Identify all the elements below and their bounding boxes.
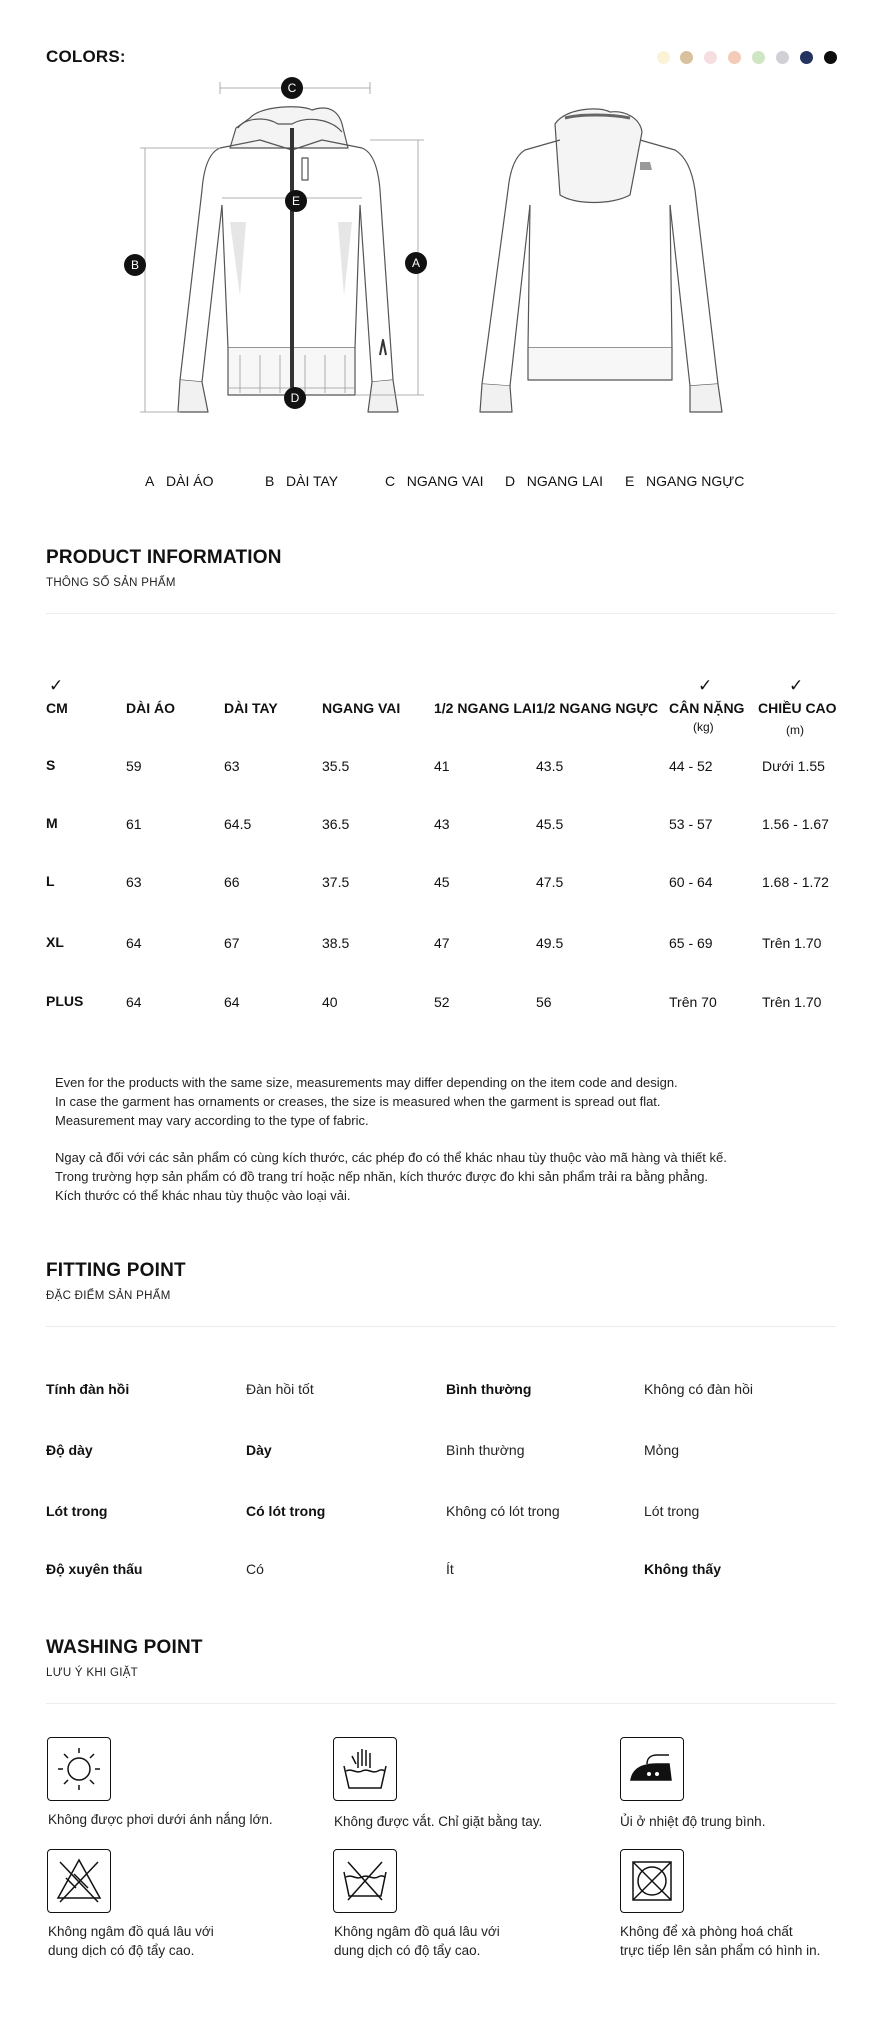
fitting-option: Lót trong <box>644 1503 700 1519</box>
divider <box>46 1703 836 1704</box>
table-cell: 1.68 - 1.72 <box>762 874 829 890</box>
washing-text: Không được phơi dưới ánh nắng lớn. <box>48 1812 273 1827</box>
color-swatch[interactable] <box>824 51 837 64</box>
color-swatch[interactable] <box>657 51 670 64</box>
table-cell: 53 - 57 <box>669 816 713 832</box>
table-header: CM <box>46 700 68 716</box>
table-cell: 1.56 - 1.67 <box>762 816 829 832</box>
colors-title: COLORS: <box>46 47 126 66</box>
product-info-subtitle: THÔNG SỐ SẢN PHẨM <box>46 577 176 589</box>
washing-point-title: WASHING POINT <box>46 1637 203 1658</box>
jacket-back-drawing <box>480 109 722 412</box>
table-cell: 67 <box>224 935 240 951</box>
table-header: CÂN NẶNG <box>669 700 745 716</box>
fitting-option-selected: Có lót trong <box>246 1503 326 1519</box>
table-cell: Trên 1.70 <box>762 994 822 1010</box>
color-swatch[interactable] <box>704 51 717 64</box>
color-swatch[interactable] <box>728 51 741 64</box>
table-cell: 49.5 <box>536 935 564 951</box>
table-header: CHIỀU CAO <box>758 700 837 716</box>
marker-label: C <box>287 81 297 95</box>
hand-wash-icon <box>333 1737 397 1801</box>
table-cell: 63 <box>126 874 142 890</box>
table-cell: 66 <box>224 874 240 890</box>
table-cell: Dưới 1.55 <box>762 758 825 774</box>
table-cell: 38.5 <box>322 935 350 951</box>
table-cell: 64 <box>126 935 142 951</box>
table-cell: 59 <box>126 758 142 774</box>
fitting-option-selected: Không thấy <box>644 1561 721 1577</box>
table-cell: 60 - 64 <box>669 874 713 890</box>
table-cell: 36.5 <box>322 816 350 832</box>
no-tumble-dry-icon <box>620 1849 684 1913</box>
fitting-option: Không có đàn hồi <box>644 1381 753 1397</box>
fitting-point-title: FITTING POINT <box>46 1260 186 1281</box>
table-cell: 64.5 <box>224 816 252 832</box>
washing-text: Không ngâm đồ quá lâu với dung dịch có độ tẩy cao. <box>48 1924 214 1958</box>
fitting-option: Có <box>246 1561 264 1577</box>
fitting-label: Tính đàn hồi <box>46 1381 130 1397</box>
legend-item-a: A DÀI ÁO <box>145 473 214 489</box>
table-cell: 65 - 69 <box>669 935 713 951</box>
table-cell: 56 <box>536 994 552 1010</box>
no-bleach-icon <box>47 1849 111 1913</box>
check-icon: ✓ <box>698 676 713 695</box>
marker-label: D <box>290 391 300 405</box>
table-cell: 61 <box>126 816 142 832</box>
divider <box>46 613 836 614</box>
table-cell: 45.5 <box>536 816 564 832</box>
table-cell: 64 <box>224 994 240 1010</box>
garment-size-diagram <box>0 70 883 430</box>
washing-text: Không được vắt. Chỉ giặt bằng tay. <box>334 1814 543 1829</box>
table-header: NGANG VAI <box>322 700 401 716</box>
table-header: DÀI ÁO <box>126 700 175 716</box>
washing-text: Không ngâm đồ quá lâu với dung dịch có độ tẩy cao. <box>334 1924 500 1958</box>
fitting-label: Độ xuyên thấu <box>46 1561 143 1577</box>
size-notes-vi <box>55 1148 727 1205</box>
note-line: Even for the products with the same size, measurements may differ depending on the item code and design. <box>55 1075 678 1090</box>
table-cell: 41 <box>434 758 450 774</box>
product-info-title: PRODUCT INFORMATION <box>46 547 282 568</box>
table-cell: 37.5 <box>322 874 350 890</box>
fitting-option: Bình thường <box>446 1442 525 1458</box>
washing-text: Ủi ở nhiệt độ trung bình. <box>620 1814 766 1829</box>
table-cell: 35.5 <box>322 758 350 774</box>
color-swatch[interactable] <box>680 51 693 64</box>
table-cell: 64 <box>126 994 142 1010</box>
table-cell: 63 <box>224 758 240 774</box>
table-header: 1/2 NGANG NGỰC <box>536 700 659 716</box>
fitting-option: Ít <box>446 1561 454 1577</box>
note-line: Trong trường hợp sản phẩm có đồ trang trí hoặc nếp nhăn, kích thước được đo khi sản phẩm trải ra bằng phẳng. <box>55 1169 709 1184</box>
legend-item-b: B DÀI TAY <box>265 473 339 489</box>
table-cell: 44 - 52 <box>669 758 713 774</box>
marker-label: B <box>130 258 140 272</box>
check-icon: ✓ <box>49 676 64 695</box>
table-cell: L <box>46 873 55 889</box>
table-cell: PLUS <box>46 993 84 1009</box>
table-cell: 47.5 <box>536 874 564 890</box>
table-cell: 43 <box>434 816 450 832</box>
fitting-label: Lót trong <box>46 1503 108 1519</box>
table-cell: 43.5 <box>536 758 564 774</box>
color-swatch[interactable] <box>776 51 789 64</box>
no-soak-icon <box>333 1849 397 1913</box>
no-direct-sun-icon <box>47 1737 111 1801</box>
fitting-option: Không có lót trong <box>446 1503 560 1519</box>
note-line: In case the garment has ornaments or creases, the size is measured when the garment is spread out flat. <box>55 1094 661 1109</box>
washing-point-subtitle: LƯU Ý KHI GIẶT <box>46 1667 138 1679</box>
table-cell: M <box>46 815 58 831</box>
table-cell: S <box>46 757 56 773</box>
table-cell: 40 <box>322 994 338 1010</box>
table-cell: Trên 70 <box>669 994 717 1010</box>
fitting-point-subtitle: ĐẶC ĐIỂM SẢN PHẨM <box>46 1290 171 1302</box>
table-header: 1/2 NGANG LAI <box>434 700 536 716</box>
unit-label: (kg) <box>693 720 714 734</box>
table-cell: XL <box>46 934 64 950</box>
legend-item-e: E NGANG NGỰC <box>625 473 745 489</box>
legend-item-c: C NGANG VAI <box>385 473 484 489</box>
fitting-option: Đàn hồi tốt <box>246 1381 314 1397</box>
color-swatch[interactable] <box>800 51 813 64</box>
color-swatch[interactable] <box>752 51 765 64</box>
legend-item-d: D NGANG LAI <box>505 473 604 489</box>
fitting-option-selected: Bình thường <box>446 1381 532 1397</box>
table-cell: 47 <box>434 935 450 951</box>
marker-label: E <box>291 194 301 208</box>
note-line: Kích thước có thể khác nhau tùy thuộc vào loại vải. <box>55 1188 351 1203</box>
fitting-option: Mỏng <box>644 1442 680 1458</box>
washing-text: Không để xà phòng hoá chất trực tiếp lên sản phẩm có hình in. <box>620 1924 821 1958</box>
note-line: Ngay cả đối với các sản phẩm có cùng kích thước, các phép đo có thể khác nhau tùy thuộc vào mã hàng và thiết kế. <box>55 1150 727 1165</box>
unit-label: (m) <box>786 723 804 737</box>
fitting-label: Độ dày <box>46 1442 93 1458</box>
table-header: DÀI TAY <box>224 700 278 716</box>
table-cell: 52 <box>434 994 450 1010</box>
note-line: Measurement may vary according to the type of fabric. <box>55 1113 369 1128</box>
jacket-front-drawing <box>178 107 398 412</box>
fitting-option-selected: Dày <box>246 1442 272 1458</box>
table-cell: Trên 1.70 <box>762 935 822 951</box>
table-cell: 45 <box>434 874 450 890</box>
marker-label: A <box>411 256 421 270</box>
divider <box>46 1326 836 1327</box>
size-notes-en <box>55 1073 678 1130</box>
check-icon: ✓ <box>789 676 804 695</box>
iron-medium-icon <box>620 1737 684 1801</box>
